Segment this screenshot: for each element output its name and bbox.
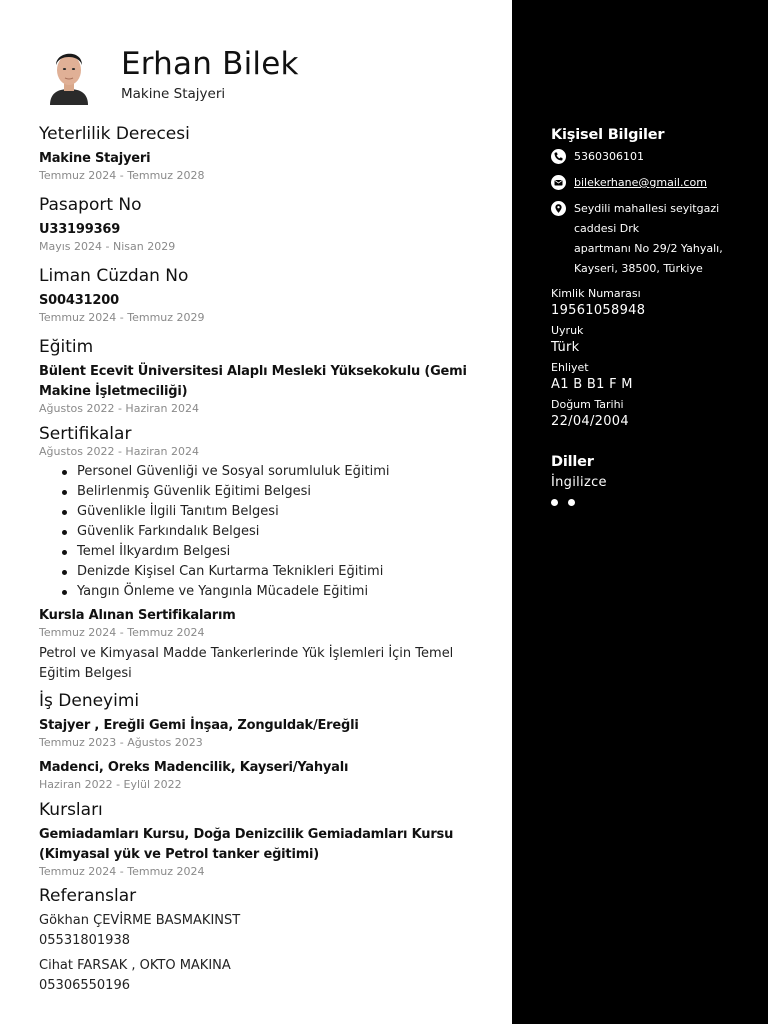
reference-phone: 05531801938	[39, 933, 130, 948]
list-item: Güvenlik Farkındalık Belgesi	[77, 522, 479, 542]
job-title: Stajyer , Ereğli Gemi İnşaa, Zonguldak/Ereğli	[39, 718, 359, 733]
section-title: İş Deneyimi	[39, 691, 140, 711]
section-yeterlilik	[39, 123, 479, 183]
section-is-deneyimi	[39, 690, 479, 792]
job-role: Makine Stajyeri	[121, 86, 226, 102]
language-level	[551, 499, 751, 506]
level-dot	[568, 499, 575, 506]
entry-date: Temmuz 2024 - Temmuz 2029	[39, 311, 205, 324]
entry-title-line: (Kimyasal yük ve Petrol tanker eğitimi)	[39, 847, 320, 862]
address-line: apartmanı No 29/2 Yahyalı,	[574, 242, 723, 255]
languages-title: Diller	[551, 454, 594, 470]
entry-title: U33199369	[39, 222, 121, 237]
entry-title: Kursla Alınan Sertifikalarım	[39, 608, 236, 623]
profile-photo	[46, 43, 92, 105]
entry-date: Temmuz 2024 - Temmuz 2028	[39, 169, 205, 182]
field-value: Türk	[551, 340, 580, 355]
entry-title-line: Gemiadamları Kursu, Doğa Denizcilik Gemiadamları Kursu	[39, 827, 454, 842]
job-date: Temmuz 2023 - Ağustos 2023	[39, 736, 203, 749]
reference-phone: 05306550196	[39, 978, 130, 993]
field-value: A1 B B1 F M	[551, 377, 633, 392]
section-title: Referanslar	[39, 886, 137, 906]
section-egitim	[39, 336, 479, 416]
section-title: Yeterlilik Derecesi	[39, 124, 190, 144]
phone-number: 5360306101	[574, 150, 644, 163]
entry-date: Mayıs 2024 - Nisan 2029	[39, 240, 176, 253]
list-item: Personel Güvenliği ve Sosyal sorumluluk Eğitimi	[77, 462, 479, 482]
contact-phone	[551, 147, 751, 167]
section-title: Kursları	[39, 800, 103, 820]
section-title: Liman Cüzdan No	[39, 266, 189, 286]
section-sertifikalar	[39, 423, 479, 684]
address-line: Kayseri, 38500, Türkiye	[574, 262, 703, 275]
field-label: Doğum Tarihi	[551, 398, 624, 411]
body-text: Eğitim Belgesi	[39, 666, 132, 681]
section-liman	[39, 265, 479, 325]
section-title: Sertifikalar	[39, 424, 132, 444]
entry-date: Temmuz 2024 - Temmuz 2024	[39, 626, 205, 639]
reference-name: Gökhan ÇEVİRME BASMAKINST	[39, 913, 241, 928]
entry-date: Ağustos 2022 - Haziran 2024	[39, 402, 200, 415]
field-value: 22/04/2004	[551, 414, 629, 429]
list-item: Denizde Kişisel Can Kurtarma Teknikleri Eğitimi	[77, 562, 479, 582]
section-title: Pasaport No	[39, 195, 142, 215]
main-content	[39, 123, 479, 996]
field-value: 19561058948	[551, 303, 646, 318]
section-kurslar	[39, 799, 479, 879]
email-icon	[551, 175, 566, 190]
list-item: Güvenlikle İlgili Tanıtım Belgesi	[77, 502, 479, 522]
job-date: Haziran 2022 - Eylül 2022	[39, 778, 182, 791]
contact-email[interactable]	[551, 173, 751, 193]
body-text: Petrol ve Kimyasal Madde Tankerlerinde Yük İşlemleri İçin Temel	[39, 646, 454, 661]
list-item: Temel İlkyardım Belgesi	[77, 542, 479, 562]
section-referanslar	[39, 885, 479, 996]
entry-title-line: Bülent Ecevit Üniversitesi Alaplı Mesleki Yüksekokulu (Gemi	[39, 364, 467, 379]
phone-icon	[551, 149, 566, 164]
entry-title: Makine Stajyeri	[39, 151, 151, 166]
address-line: caddesi Drk	[574, 222, 640, 235]
entry-date: Ağustos 2022 - Haziran 2024	[39, 445, 200, 458]
list-item: Yangın Önleme ve Yangınla Mücadele Eğitimi	[77, 582, 479, 602]
job-title: Madenci, Oreks Madencilik, Kayseri/Yahyalı	[39, 760, 349, 775]
field-label: Uyruk	[551, 324, 584, 337]
entry-title-line: Makine İşletmeciliği)	[39, 384, 188, 399]
full-name: Erhan Bilek	[121, 46, 299, 82]
address-text	[574, 199, 723, 279]
reference-name: Cihat FARSAK , OKTO MAKINA	[39, 958, 231, 973]
personal-fields	[551, 287, 751, 432]
section-pasaport	[39, 194, 479, 254]
section-title: Eğitim	[39, 337, 94, 357]
entry-title: S00431200	[39, 293, 119, 308]
language-name: İngilizce	[551, 475, 607, 490]
field-label: Ehliyet	[551, 361, 589, 374]
location-pin-icon	[551, 201, 566, 216]
personal-info-title: Kişisel Bilgiler	[551, 127, 665, 143]
list-item: Belirlenmiş Güvenlik Eğitimi Belgesi	[77, 482, 479, 502]
level-dot	[551, 499, 558, 506]
resume-sidebar	[512, 0, 768, 1024]
contact-address	[551, 199, 751, 279]
certificate-list	[77, 462, 479, 602]
entry-date: Temmuz 2024 - Temmuz 2024	[39, 865, 205, 878]
email-link[interactable]: bilekerhane@gmail.com	[574, 176, 707, 189]
field-label: Kimlik Numarası	[551, 287, 641, 300]
sidebar-content	[551, 125, 751, 506]
languages-section	[551, 452, 751, 506]
address-line: Seydili mahallesi seyitgazi	[574, 202, 720, 215]
